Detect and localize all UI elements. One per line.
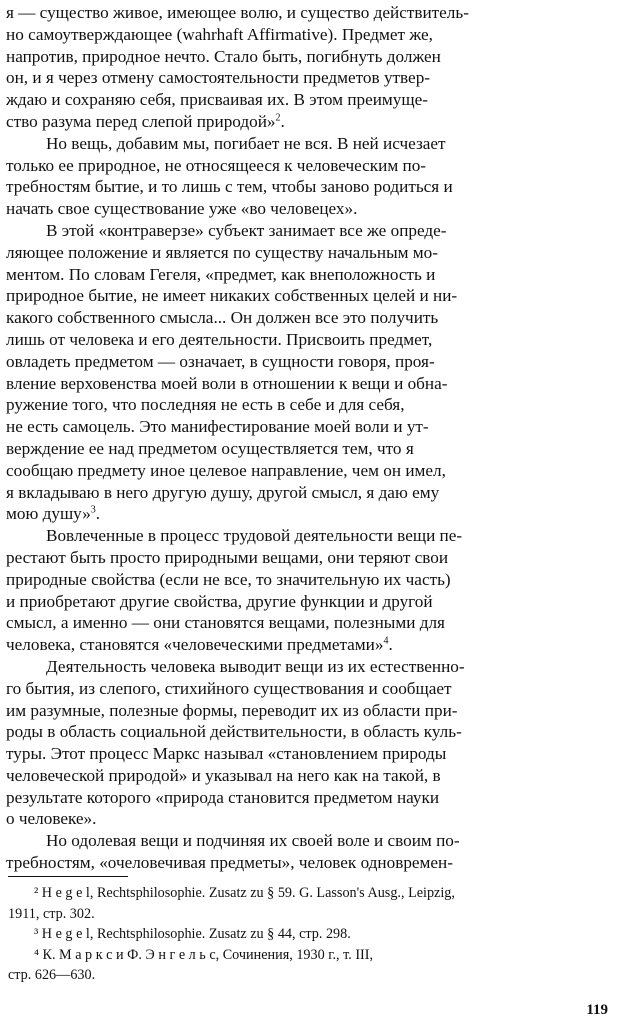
body-line xyxy=(6,242,614,264)
footnote-line-text: ² H e g e l, Rechtsphilosophie. Zusatz zu § 59. G. Lasson's Ausg., Leipzig, xyxy=(34,885,455,901)
body-line xyxy=(6,394,614,416)
body-line-text: смысл, а именно — они становятся вещами, полезными для xyxy=(6,613,445,633)
footnote-ref[interactable]: 2 xyxy=(275,112,281,124)
body-line xyxy=(6,503,614,525)
body-line xyxy=(6,67,614,89)
body-line xyxy=(6,89,614,111)
body-line xyxy=(6,743,614,765)
body-line xyxy=(6,329,614,351)
body-line xyxy=(6,808,614,830)
body-line-text: но самоутверждающее (wahrhaft Affirmative). Предмет же, xyxy=(6,24,433,44)
footnote-line-text: 1911, стр. 302. xyxy=(8,905,95,922)
body-line xyxy=(6,285,614,307)
body-line-text: ждаю и сохраняю себя, присваивая их. В этом преимуще- xyxy=(6,90,428,110)
body-line xyxy=(6,111,614,133)
body-line-text: верждение ее над предметом осуществляется тем, что я xyxy=(6,438,414,458)
body-line xyxy=(6,2,614,24)
body-line xyxy=(6,351,614,373)
body-line xyxy=(6,133,614,155)
body-line-text: не есть самоцель. Это манифестирование моей воли и ут- xyxy=(6,417,429,437)
body-line-text: сообщаю предмету иное целевое направление, чем он имел, xyxy=(6,460,446,480)
body-line-text: рестают быть просто природными вещами, они теряют свои xyxy=(6,547,449,567)
body-line-text: он, и я через отмену самостоятельности предметов утвер- xyxy=(6,68,431,88)
body-line-text: роды в область социальной действительности, в область куль- xyxy=(6,722,462,742)
body-line-text: Вовлеченные в процесс трудовой деятельности вещи пе- xyxy=(46,526,463,546)
body-text xyxy=(6,2,614,874)
body-line xyxy=(6,198,614,220)
body-line xyxy=(6,830,614,852)
body-line-text: только ее природное, не относящееся к человеческим по- xyxy=(6,155,427,175)
body-line xyxy=(6,307,614,329)
footnote-divider xyxy=(8,876,128,877)
footnote-ref[interactable]: 4 xyxy=(383,635,389,647)
body-line xyxy=(6,460,614,482)
body-line-text: ство разума перед слепой природой» xyxy=(6,111,276,131)
body-line xyxy=(6,852,614,874)
body-line-text: ляющее положение и является по существу начальным мо- xyxy=(6,242,438,262)
body-line-text: лишь от человека и его деятельности. Присвоить предмет, xyxy=(6,329,433,349)
body-line-text: В этой «контраверзе» субъект занимает все же опреде- xyxy=(46,220,447,240)
body-line xyxy=(6,373,614,395)
body-line xyxy=(6,264,614,286)
body-line xyxy=(6,591,614,613)
body-line xyxy=(6,525,614,547)
footnote-line-text: стр. 626—630. xyxy=(8,967,96,984)
body-line xyxy=(6,721,614,743)
footnote-line-text: ³ H e g e l, Rechtsphilosophie. Zusatz zu § 44, стр. 298. xyxy=(34,926,351,943)
footnote-ref[interactable]: 3 xyxy=(90,504,96,516)
body-line-text: туры. Этот процесс Маркс называл «становлением природы xyxy=(6,744,447,764)
body-line-text: ружение того, что последняя не есть в себе и для себя, xyxy=(6,395,405,415)
body-line xyxy=(6,176,614,198)
body-line-text: Но одолевая вещи и подчиняя их своей воле и своим по- xyxy=(46,831,460,851)
body-line-text: человеческой природой» и указывал на него как на такой, в xyxy=(6,765,441,785)
body-line xyxy=(6,482,614,504)
body-line-tail: . xyxy=(388,635,393,655)
footnote-line xyxy=(8,924,614,945)
footnote-line xyxy=(8,945,614,966)
body-line-text: человека, становятся «человеческими предметами» xyxy=(6,635,384,655)
body-line xyxy=(6,438,614,460)
body-line xyxy=(6,416,614,438)
body-line xyxy=(6,678,614,700)
body-line xyxy=(6,46,614,68)
body-line-text: я вкладываю в него другую душу, другой смысл, я даю ему xyxy=(6,482,440,502)
body-line-text: Деятельность человека выводит вещи из их естественно- xyxy=(46,656,465,676)
footnotes xyxy=(8,883,614,986)
footnote-line xyxy=(8,883,614,904)
footnote-line xyxy=(8,965,614,986)
body-line xyxy=(6,634,614,656)
body-line xyxy=(6,787,614,809)
body-line xyxy=(6,656,614,678)
body-line xyxy=(6,700,614,722)
body-line-text: ментом. По словам Гегеля, «предмет, как внеположность и xyxy=(6,264,436,284)
body-line-text: я — существо живое, имеющее волю, и существо действитель- xyxy=(6,3,469,22)
body-line-text: требностям бытие, и то лишь с тем, чтобы заново родиться и xyxy=(6,177,453,197)
body-line-text: начать свое существование уже «во человецех». xyxy=(6,199,358,219)
body-line-text: овладеть предметом — означает, в сущности говоря, проя- xyxy=(6,351,435,371)
body-line xyxy=(6,24,614,46)
body-line-text: вление верховенства моей воли в отношении к вещи и обна- xyxy=(6,373,448,393)
body-line-text: природные свойства (если не все, то значительную их часть) xyxy=(6,569,451,589)
body-line xyxy=(6,569,614,591)
body-line-text: Но вещь, добавим мы, погибает не вся. В ней исчезает xyxy=(46,133,446,153)
body-line-text: мою душу» xyxy=(6,504,91,524)
body-line-text: какого собственного смысла... Он должен все это получить xyxy=(6,308,439,328)
body-line xyxy=(6,220,614,242)
body-line-text: напротив, природное нечто. Стало быть, погибнуть должен xyxy=(6,46,441,66)
body-line-text: о человеке». xyxy=(6,809,97,829)
body-line-text: природное бытие, не имеет никаких собственных целей и ни- xyxy=(6,286,458,306)
body-line-text: и приобретают другие свойства, другие функции и другой xyxy=(6,591,433,611)
page-number: 119 xyxy=(586,1002,608,1018)
body-line-text: требностям, «очеловечивая предметы», человек одновремен- xyxy=(6,853,453,873)
body-line xyxy=(6,765,614,787)
body-line xyxy=(6,155,614,177)
body-line-text: им разумные, полезные формы, переводит их из области при- xyxy=(6,700,458,720)
body-line xyxy=(6,612,614,634)
body-line-tail: . xyxy=(280,111,285,131)
body-line xyxy=(6,547,614,569)
body-line-text: результате которого «природа становится предметом науки xyxy=(6,787,440,807)
body-line-tail: . xyxy=(95,504,101,524)
footnote-line xyxy=(8,904,614,925)
footnote-line-text: ⁴ К. М а р к с и Ф. Э н г е л ь с, Сочинения, 1930 г., т. III, xyxy=(34,946,374,963)
body-line-text: го бытия, из слепого, стихийного существования и сообщает xyxy=(6,678,452,698)
